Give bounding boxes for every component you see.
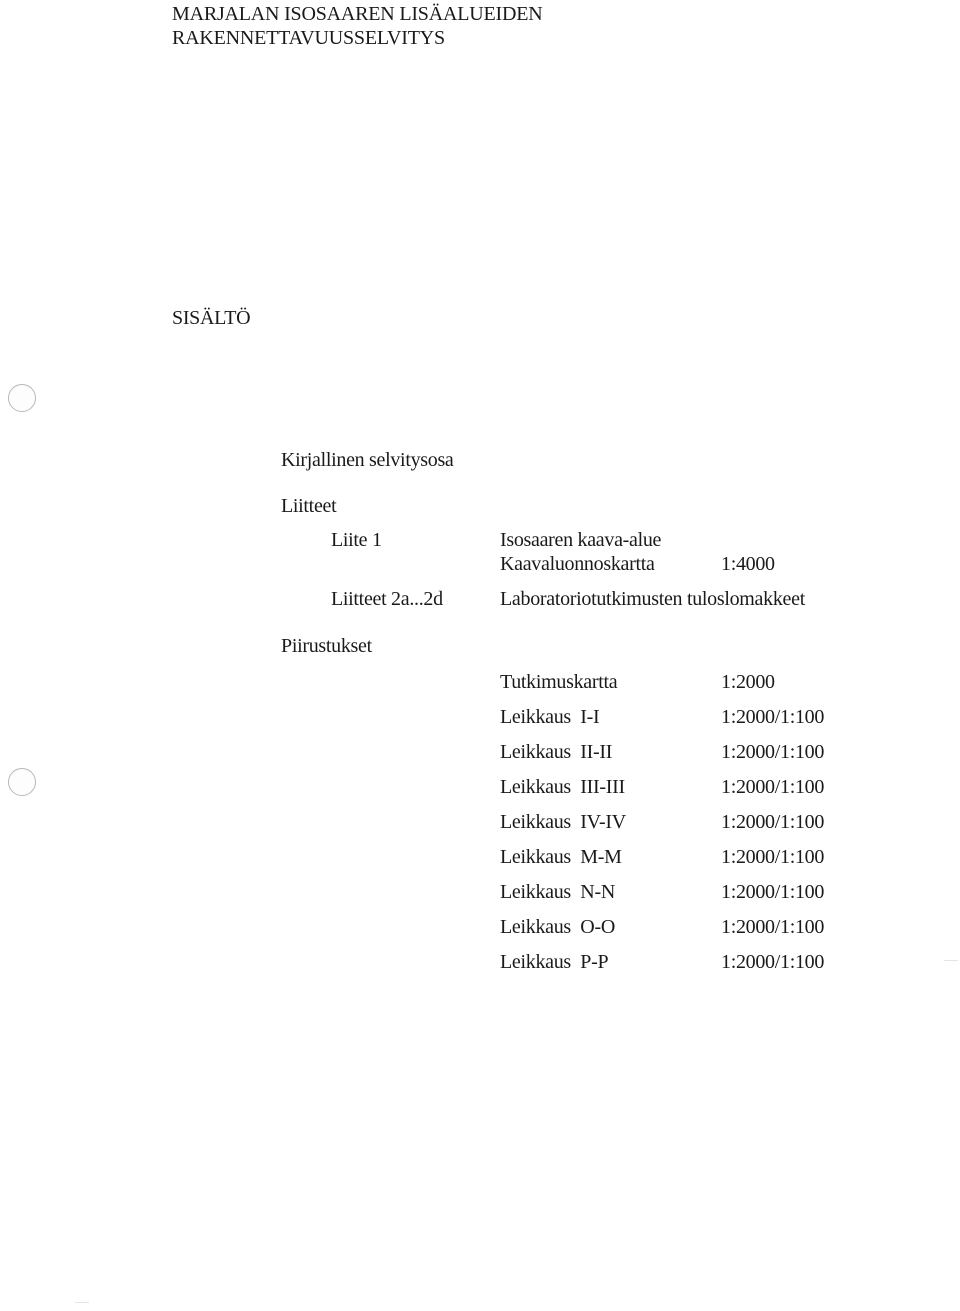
- document-title-line-1: MARJALAN ISOSAAREN LISÄALUEIDEN: [172, 3, 543, 25]
- drawing-name: Leikkaus O-O: [500, 916, 615, 938]
- appendix-label-2: Liitteet 2a...2d: [331, 588, 443, 610]
- document-title-line-2: RAKENNETTAVUUSSELVITYS: [172, 27, 445, 49]
- drawing-scale: 1:2000/1:100: [721, 846, 825, 868]
- scan-mark: [944, 960, 958, 961]
- section-appendices: Liitteet: [281, 495, 337, 517]
- drawing-name: Leikkaus P-P: [500, 951, 609, 973]
- appendix-title-1-line-1: Isosaaren kaava-alue: [500, 529, 662, 551]
- section-written-part: Kirjallinen selvitysosa: [281, 449, 454, 471]
- appendix-label-1: Liite 1: [331, 529, 382, 551]
- punch-hole-top: [8, 384, 36, 412]
- drawing-scale: 1:2000/1:100: [721, 951, 825, 973]
- drawing-scale: 1:2000/1:100: [721, 706, 825, 728]
- drawing-name: Leikkaus M-M: [500, 846, 622, 868]
- appendix-title-1-line-2: Kaavaluonnoskartta: [500, 553, 655, 575]
- drawing-name: Leikkaus N-N: [500, 881, 615, 903]
- scan-mark: [75, 1302, 89, 1303]
- appendix-scale-1: 1:4000: [721, 553, 775, 575]
- drawing-scale: 1:2000: [721, 671, 775, 693]
- drawing-name: Tutkimuskartta: [500, 671, 618, 693]
- drawing-scale: 1:2000/1:100: [721, 916, 825, 938]
- toc-title: SISÄLTÖ: [172, 307, 251, 329]
- drawing-name: Leikkaus II-II: [500, 741, 613, 763]
- appendix-title-2-line-1: Laboratoriotutkimusten tuloslomakkeet: [500, 588, 805, 610]
- drawing-name: Leikkaus I-I: [500, 706, 600, 728]
- drawing-scale: 1:2000/1:100: [721, 776, 825, 798]
- section-drawings: Piirustukset: [281, 635, 372, 657]
- punch-hole-bottom: [8, 768, 36, 796]
- drawing-name: Leikkaus III-III: [500, 776, 625, 798]
- drawing-scale: 1:2000/1:100: [721, 811, 825, 833]
- drawing-name: Leikkaus IV-IV: [500, 811, 626, 833]
- drawing-scale: 1:2000/1:100: [721, 881, 825, 903]
- drawing-scale: 1:2000/1:100: [721, 741, 825, 763]
